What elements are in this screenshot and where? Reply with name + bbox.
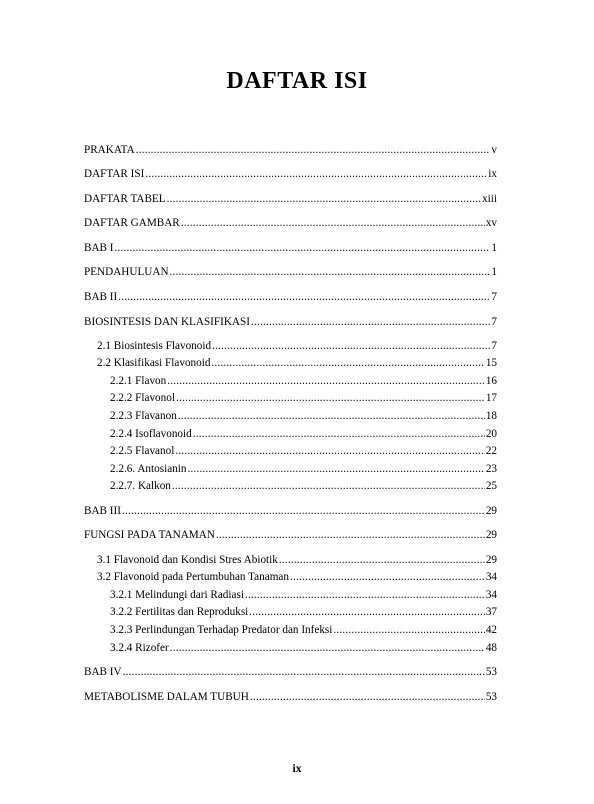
- toc-entry-page: 29: [485, 505, 497, 517]
- toc-leader-dots: [136, 143, 491, 157]
- toc-entry-label: FUNGSI PADA TANAMAN: [84, 529, 215, 541]
- toc-entry-page: 42: [485, 624, 497, 636]
- toc-entry: [84, 665, 497, 679]
- toc-entry-page: v: [491, 144, 497, 156]
- toc-entry-page: ix: [488, 168, 497, 180]
- toc-entry-label: BAB II: [84, 291, 118, 303]
- toc-entry-page: 22: [485, 445, 497, 457]
- toc-entry-label: 2.2 Klasifikasi Flavonoid: [97, 357, 211, 369]
- toc-entry-page: xv: [485, 217, 497, 229]
- toc-entry: [84, 192, 497, 206]
- toc-entry-label: 2.2.2 Flavonol: [110, 392, 175, 404]
- toc-entry: [97, 356, 497, 370]
- toc-entry-page: 34: [485, 589, 497, 601]
- toc-leader-dots: [170, 265, 491, 279]
- toc-entry: [110, 623, 497, 637]
- toc-entry-page: 34: [485, 571, 497, 583]
- toc-leader-dots: [172, 479, 485, 493]
- toc-entry: [84, 290, 497, 304]
- toc-entry-page: 18: [485, 410, 497, 422]
- toc-entry-page: 29: [485, 529, 497, 541]
- toc-leader-dots: [251, 315, 490, 329]
- toc-leader-dots: [187, 462, 484, 476]
- toc-entry-label: PRAKATA: [84, 144, 135, 156]
- toc-leader-dots: [249, 605, 485, 619]
- toc-entry: [110, 374, 497, 388]
- toc-leader-dots: [211, 356, 484, 370]
- toc-leader-dots: [250, 690, 485, 704]
- toc-entry: [84, 241, 497, 255]
- toc-leader-dots: [145, 167, 487, 181]
- toc-leader-dots: [167, 374, 485, 388]
- toc-entry: [110, 479, 497, 493]
- toc-entry-page: 17: [485, 392, 497, 404]
- toc-leader-dots: [167, 192, 481, 206]
- page-title: DAFTAR ISI: [226, 68, 368, 94]
- toc-entry-page: 7: [491, 316, 497, 328]
- toc-entry-page: xiii: [482, 193, 497, 205]
- toc-entry-page: 53: [485, 691, 497, 703]
- toc-leader-dots: [193, 427, 485, 441]
- toc-entry-page: 23: [485, 463, 497, 475]
- page-number: ix: [292, 763, 302, 775]
- toc-leader-dots: [176, 391, 485, 405]
- toc-entry-label: 3.2.4 Rizofer: [110, 642, 169, 654]
- toc-entry-label: BAB I: [84, 242, 114, 254]
- toc-entry: [84, 265, 497, 279]
- toc-entry-page: 37: [485, 606, 497, 618]
- toc-entry: [84, 315, 497, 329]
- toc-leader-dots: [212, 339, 490, 353]
- toc-entry-label: DAFTAR TABEL: [84, 193, 166, 205]
- toc-entry-label: 3.1 Flavonoid dan Kondisi Stres Abiotik: [97, 554, 278, 566]
- toc-entry: [110, 409, 497, 423]
- toc-leader-dots: [333, 623, 484, 637]
- toc-leader-dots: [216, 528, 485, 542]
- toc-leader-dots: [175, 444, 484, 458]
- toc-entry: [84, 690, 497, 704]
- toc-entry: [84, 528, 497, 542]
- toc-entry-page: 1: [491, 266, 497, 278]
- toc-entry-page: 15: [485, 357, 497, 369]
- toc-entry-label: DAFTAR ISI: [84, 168, 145, 180]
- toc-entry: [84, 143, 497, 157]
- toc-entry: [110, 391, 497, 405]
- toc-entry-label: 2.2.5 Flavanol: [110, 445, 175, 457]
- toc-entry: [97, 553, 497, 567]
- toc-entry: [84, 167, 497, 181]
- toc-entry-label: 2.2.1 Flavon: [110, 375, 167, 387]
- toc-entry-label: 3.2.2 Fertilitas dan Reproduksi: [110, 606, 249, 618]
- toc-entry: [110, 462, 497, 476]
- toc-leader-dots: [115, 241, 491, 255]
- toc-entry: [97, 339, 497, 353]
- toc-entry-page: 16: [485, 375, 497, 387]
- toc-entry: [84, 216, 497, 230]
- toc-entry-label: 2.2.6. Antosianin: [110, 463, 187, 475]
- toc-entry-label: DAFTAR GAMBAR: [84, 217, 180, 229]
- toc-leader-dots: [178, 409, 485, 423]
- toc-leader-dots: [290, 570, 485, 584]
- toc-leader-dots: [122, 504, 485, 518]
- toc-leader-dots: [279, 553, 485, 567]
- toc-leader-dots: [181, 216, 485, 230]
- toc-entry-page: 7: [491, 291, 497, 303]
- toc-entry-label: 2.2.7. Kalkon: [110, 480, 171, 492]
- toc-entry-page: 20: [485, 428, 497, 440]
- toc-entry-label: 2.2.3 Flavanon: [110, 410, 177, 422]
- toc-entry: [110, 588, 497, 602]
- toc-entry-page: 48: [485, 642, 497, 654]
- toc-entry-label: BAB III: [84, 505, 121, 517]
- toc-entry: [110, 444, 497, 458]
- toc-entry: [97, 570, 497, 584]
- toc-entry-page: 1: [491, 242, 497, 254]
- toc-entry-page: 7: [491, 340, 497, 352]
- toc-entry-label: PENDAHULUAN: [84, 266, 169, 278]
- toc-entry: [110, 641, 497, 655]
- toc-entry-label: 3.2.3 Perlindungan Terhadap Predator dan Infeksi: [110, 624, 333, 636]
- toc-entry-label: 3.2 Flavonoid pada Pertumbuhan Tanaman: [97, 571, 289, 583]
- toc-entry-label: BIOSINTESIS DAN KLASIFIKASI: [84, 316, 250, 328]
- toc-entry-label: 2.2.4 Isoflavonoid: [110, 428, 192, 440]
- toc-entry: [110, 427, 497, 441]
- toc-entry-label: 2.1 Biosintesis Flavonoid: [97, 340, 212, 352]
- toc-entry-page: 25: [485, 480, 497, 492]
- toc-entry-page: 29: [485, 554, 497, 566]
- toc-entry-page: 53: [485, 666, 497, 678]
- toc-entry-label: BAB IV: [84, 666, 122, 678]
- toc-leader-dots: [245, 588, 485, 602]
- toc-entry-label: 3.2.1 Melindungi dari Radiasi: [110, 589, 244, 601]
- toc-entry-label: METABOLISME DALAM TUBUH: [84, 691, 249, 703]
- toc-entry: [110, 605, 497, 619]
- toc-leader-dots: [123, 665, 485, 679]
- toc-leader-dots: [118, 290, 490, 304]
- toc-leader-dots: [170, 641, 485, 655]
- toc-entry: [84, 504, 497, 518]
